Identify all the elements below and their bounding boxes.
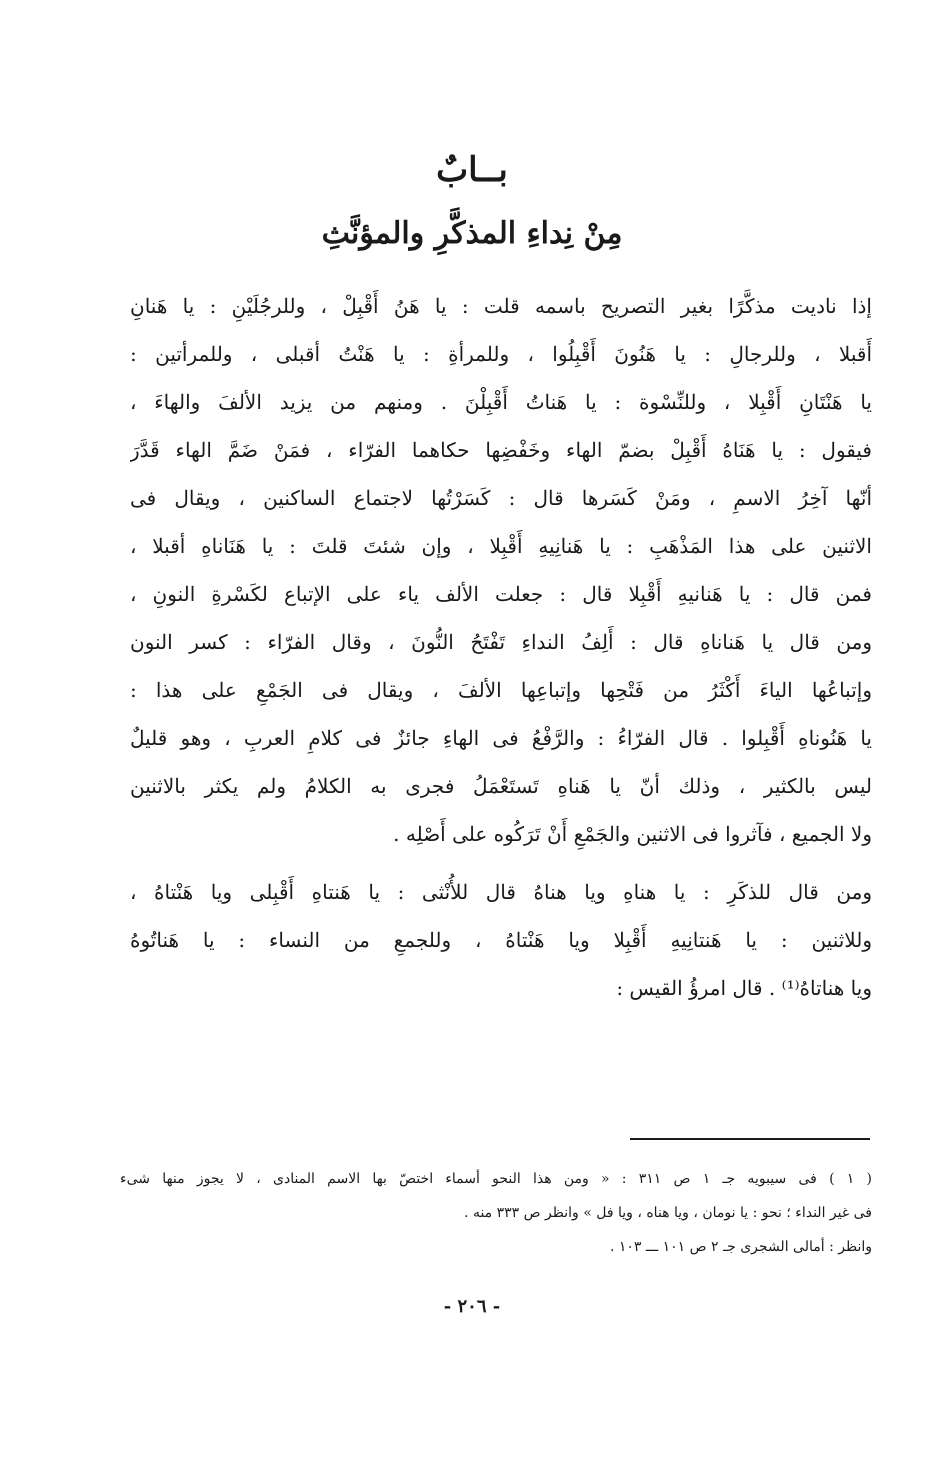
paragraph-gap — [130, 858, 872, 868]
text-line: ولا الجميع ، فآثروا فى الاثنين والجَمْعِ أَنْ تَرَكُوه على أَصْلِه . — [393, 822, 872, 846]
body-text — [130, 282, 872, 1012]
text-line: وإتباعُها الياءَ أَكْثَرُ من فَتْحِها وإتباعِها الألفَ ، ويقال فى الجَمْعِ على هذا : — [130, 678, 872, 702]
footnote-line: وانظر : أمالى الشجرى جـ ٢ ص ١٠١ ـــ ١٠٣ . — [609, 1239, 872, 1255]
text-line: إذا ناديت مذكَّرًا بغير التصريح باسمه قلت : يا هَنُ أَقْبِلْ ، وللرجُلَيْنِ : يا هَنانِ — [130, 294, 872, 318]
text-line: يا هَنُوناهِ أَقْبِلوا . قال الفرّاءُ : والرَّفْعُ فى الهاءِ جائزٌ فى كلامِ العربِ ، وهو قليلٌ — [130, 726, 872, 750]
footnote-divider — [630, 1138, 870, 1140]
chapter-title: مِنْ نِداءِ المذكَّرِ والمؤنَّثِ — [321, 216, 623, 251]
paragraph-1 — [130, 282, 872, 858]
footnotes — [120, 1162, 872, 1264]
text-line: فمن قال : يا هَنانيهِ أَقْبِلا قال : جعلت الألف ياء على الإتباع لكَسْرةِ النونِ ، — [130, 582, 872, 606]
text-line: ومن قال للذكَرِ : يا هناهِ ويا هناهُ قال للأُنْثى : يا هَنتاهِ أَقْبِلى ويا هَنْتاهُ ، — [130, 880, 872, 904]
text-line: الاثنين على هذا المَذْهَبِ : يا هَنانِيهِ أَقْبِلا ، وإن شئتَ قلتَ : يا هَنَاناهِ أقبلا ، — [130, 534, 872, 558]
text-line: وللاثنين : يا هَنتانِيهِ أَقْبِلا ويا هَنْتاهُ ، وللجمعِ من النساء : يا هَناتُوهُ — [130, 928, 872, 952]
footnote-line: فى غير النداء ؛ نحو : يا نومان ، ويا هناه ، ويا فل » وانظر ص ٣٣٣ منه . — [464, 1205, 872, 1221]
text-line: أَقبلا ، وللرجالِ : يا هَنُونَ أَقْبِلُوا ، وللمرأةِ : يا هَنْتُ أقبلى ، وللمرأتين : — [130, 342, 872, 366]
text-line: ومن قال يا هَناناهِ قال : أَلِفُ النداءِ تَفْتَحُ النُّونَ ، وقال الفرّاء : كسر النون — [130, 630, 872, 654]
paragraph-2 — [130, 868, 872, 1012]
text-line: أنّها آخِرُ الاسمِ ، ومَنْ كَسَرها قال : كَسَرْتُها لاجتماع الساكنين ، ويقال فى — [130, 486, 872, 510]
page-number: - ٢٠٦ - — [443, 1296, 501, 1317]
text-line: فيقول : يا هَنَاهُ أَقْبِلْ بضمّ الهاء وخَفْضِها حكاهما الفرّاء ، فمَنْ ضَمَّ الهاء قَدَّرَ — [130, 438, 872, 462]
chapter-heading: بــابٌ — [436, 150, 508, 190]
text-line: ليس بالكثير ، وذلك أنّ يا هَناهِ تَستَعْمَلُ فجرى به الكلامُ ولم يكثر بالاثنين — [130, 774, 872, 798]
footnote-line: ( ١ ) فى سيبويه جـ ١ ص ٣١١ : « ومن هذا النحو أسماء اختصّ بها الاسم المنادى ، لا يجوز منها شىء — [120, 1171, 872, 1187]
text-line: ويا هناتاهُ⁽¹⁾ . قال امرؤُ القيس : — [616, 976, 872, 1000]
text-line: يا هَنْتَانِ أَقْبِلا ، وللنِّسْوة : يا هَناتُ أَقْبِلْنَ . ومنهم من يزيد الألفَ والهاءَ ، — [130, 390, 872, 414]
